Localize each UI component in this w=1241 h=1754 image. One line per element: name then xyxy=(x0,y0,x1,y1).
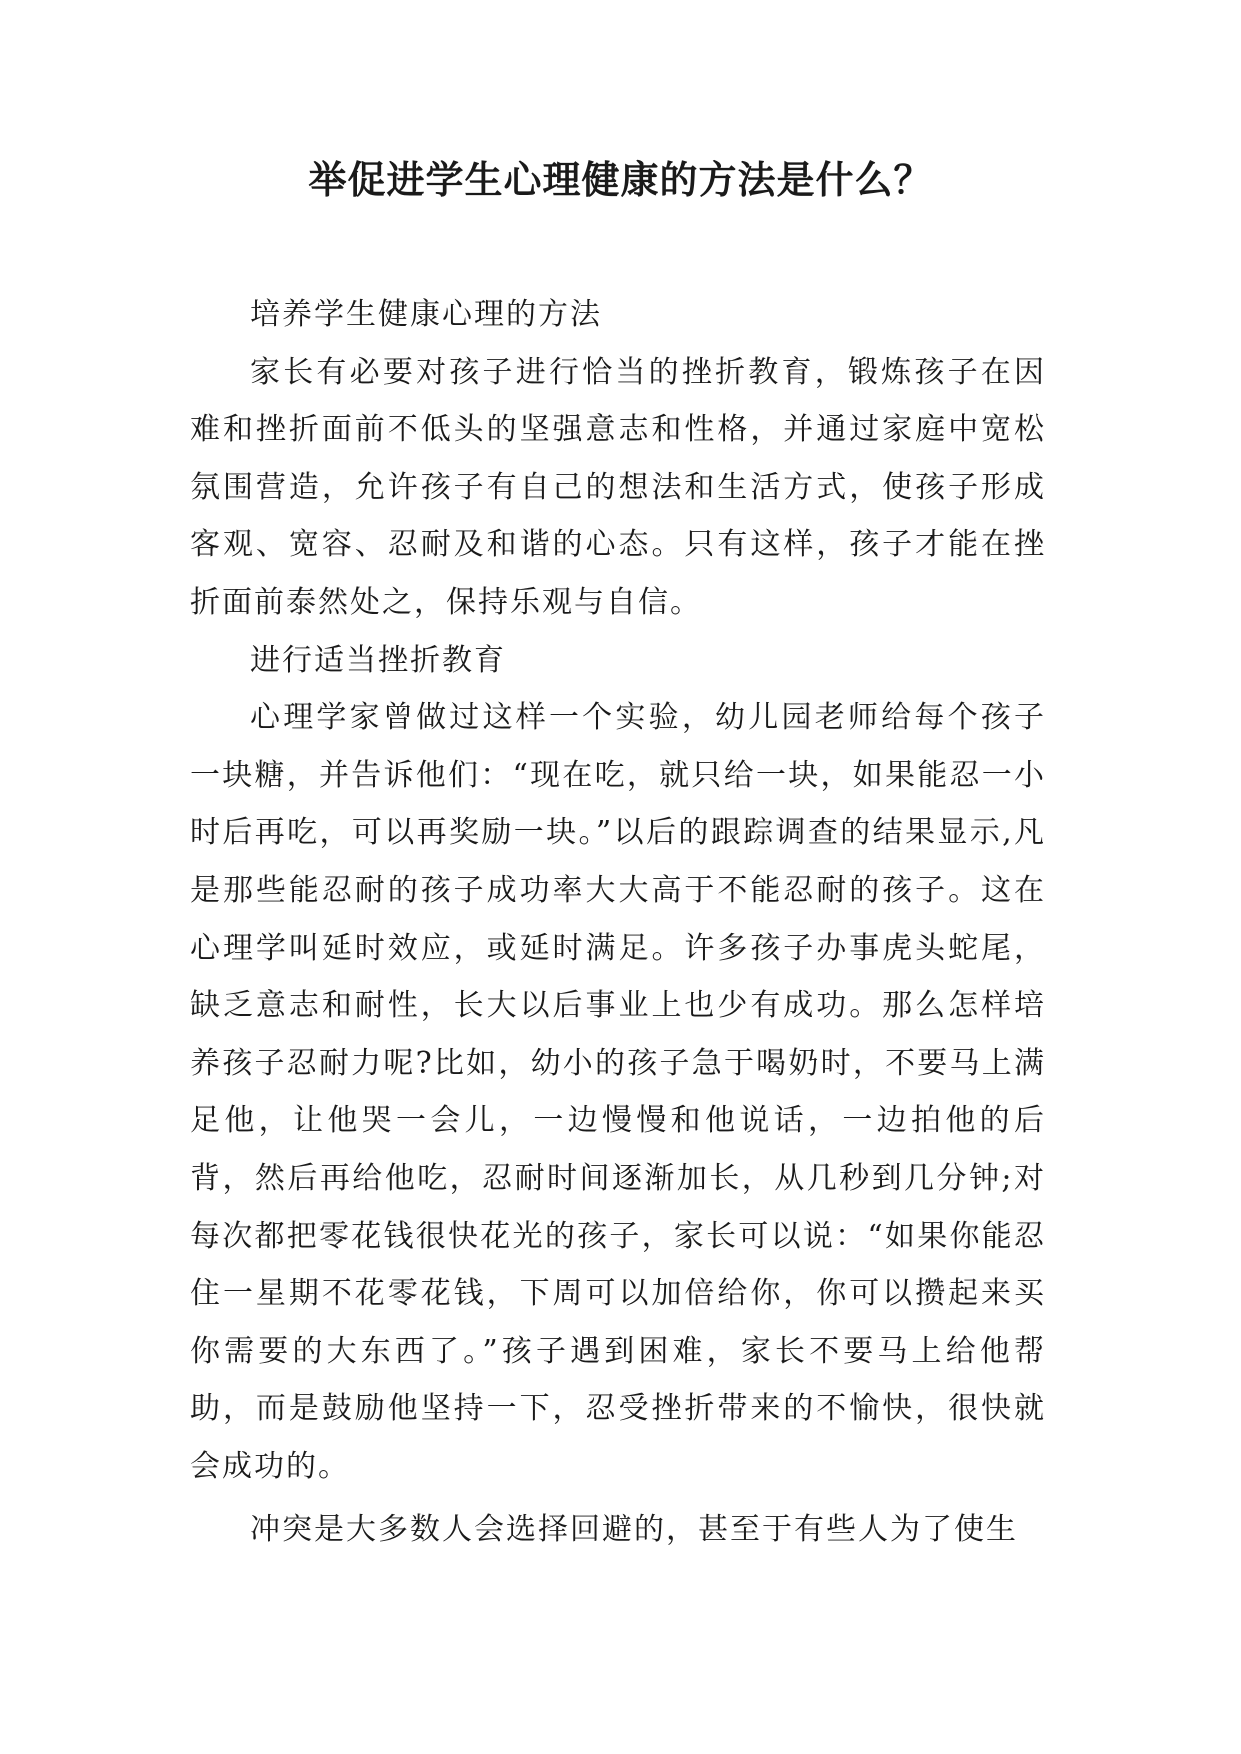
document-title: 举促进学生心理健康的方法是什么？ xyxy=(308,158,933,202)
section-heading: 培养学生健康心理的方法 xyxy=(250,297,602,332)
document-body xyxy=(190,286,1046,1559)
section-heading: 进行适当挫折教育 xyxy=(250,642,506,678)
body-paragraph: 家长有必要对孩子进行恰当的挫折教育，锻炼孩子在因难和挫折面前不低头的坚强意志和性格，并通过家庭中宽松氛围营造，允许孩子有自己的想法和生活方式，使孩子形成客观、宽容、忍耐及和谐的心态。只有这样，孩子才能在挫折面前泰然处之，保持乐观与自信。 xyxy=(190,354,1046,620)
body-paragraph: 心理学家曾做过这样一个实验，幼儿园老师给每个孩子一块糖，并告诉他们：“现在吃，就只给一块，如果能忍一小时后再吃，可以再奖励一块。”以后的跟踪调查的结果显示,凡是那些能忍耐的孩子成功率大大高于不能忍耐的孩子。这在心理学叫延时效应，或延时满足。许多孩子办事虎头蛇尾，缺乏意志和耐性，长大以后事业上也少有成功。那么怎样培养孩子忍耐力呢?比如，幼小的孩子急于喝奶时，不要马上满足他，让他哭一会儿，一边慢慢和他说话，一边拍他的后背，然后再给他吃，忍耐时间逐渐加长，从几秒到几分钟;对每次都把零花钱很快花光的孩子，家长可以说：“如果你能忍住一星期不花零花钱，下周可以加倍给你，你可以攒起来买你需要的大东西了。”孩子遇到困难，家长不要马上给他帮助，而是鼓励他坚持一下，忍受挫折带来的不愉快，很快就会成功的。 xyxy=(190,700,1046,1484)
body-paragraph: 冲突是大多数人会选择回避的，甚至于有些人为了使生 xyxy=(250,1512,1018,1548)
